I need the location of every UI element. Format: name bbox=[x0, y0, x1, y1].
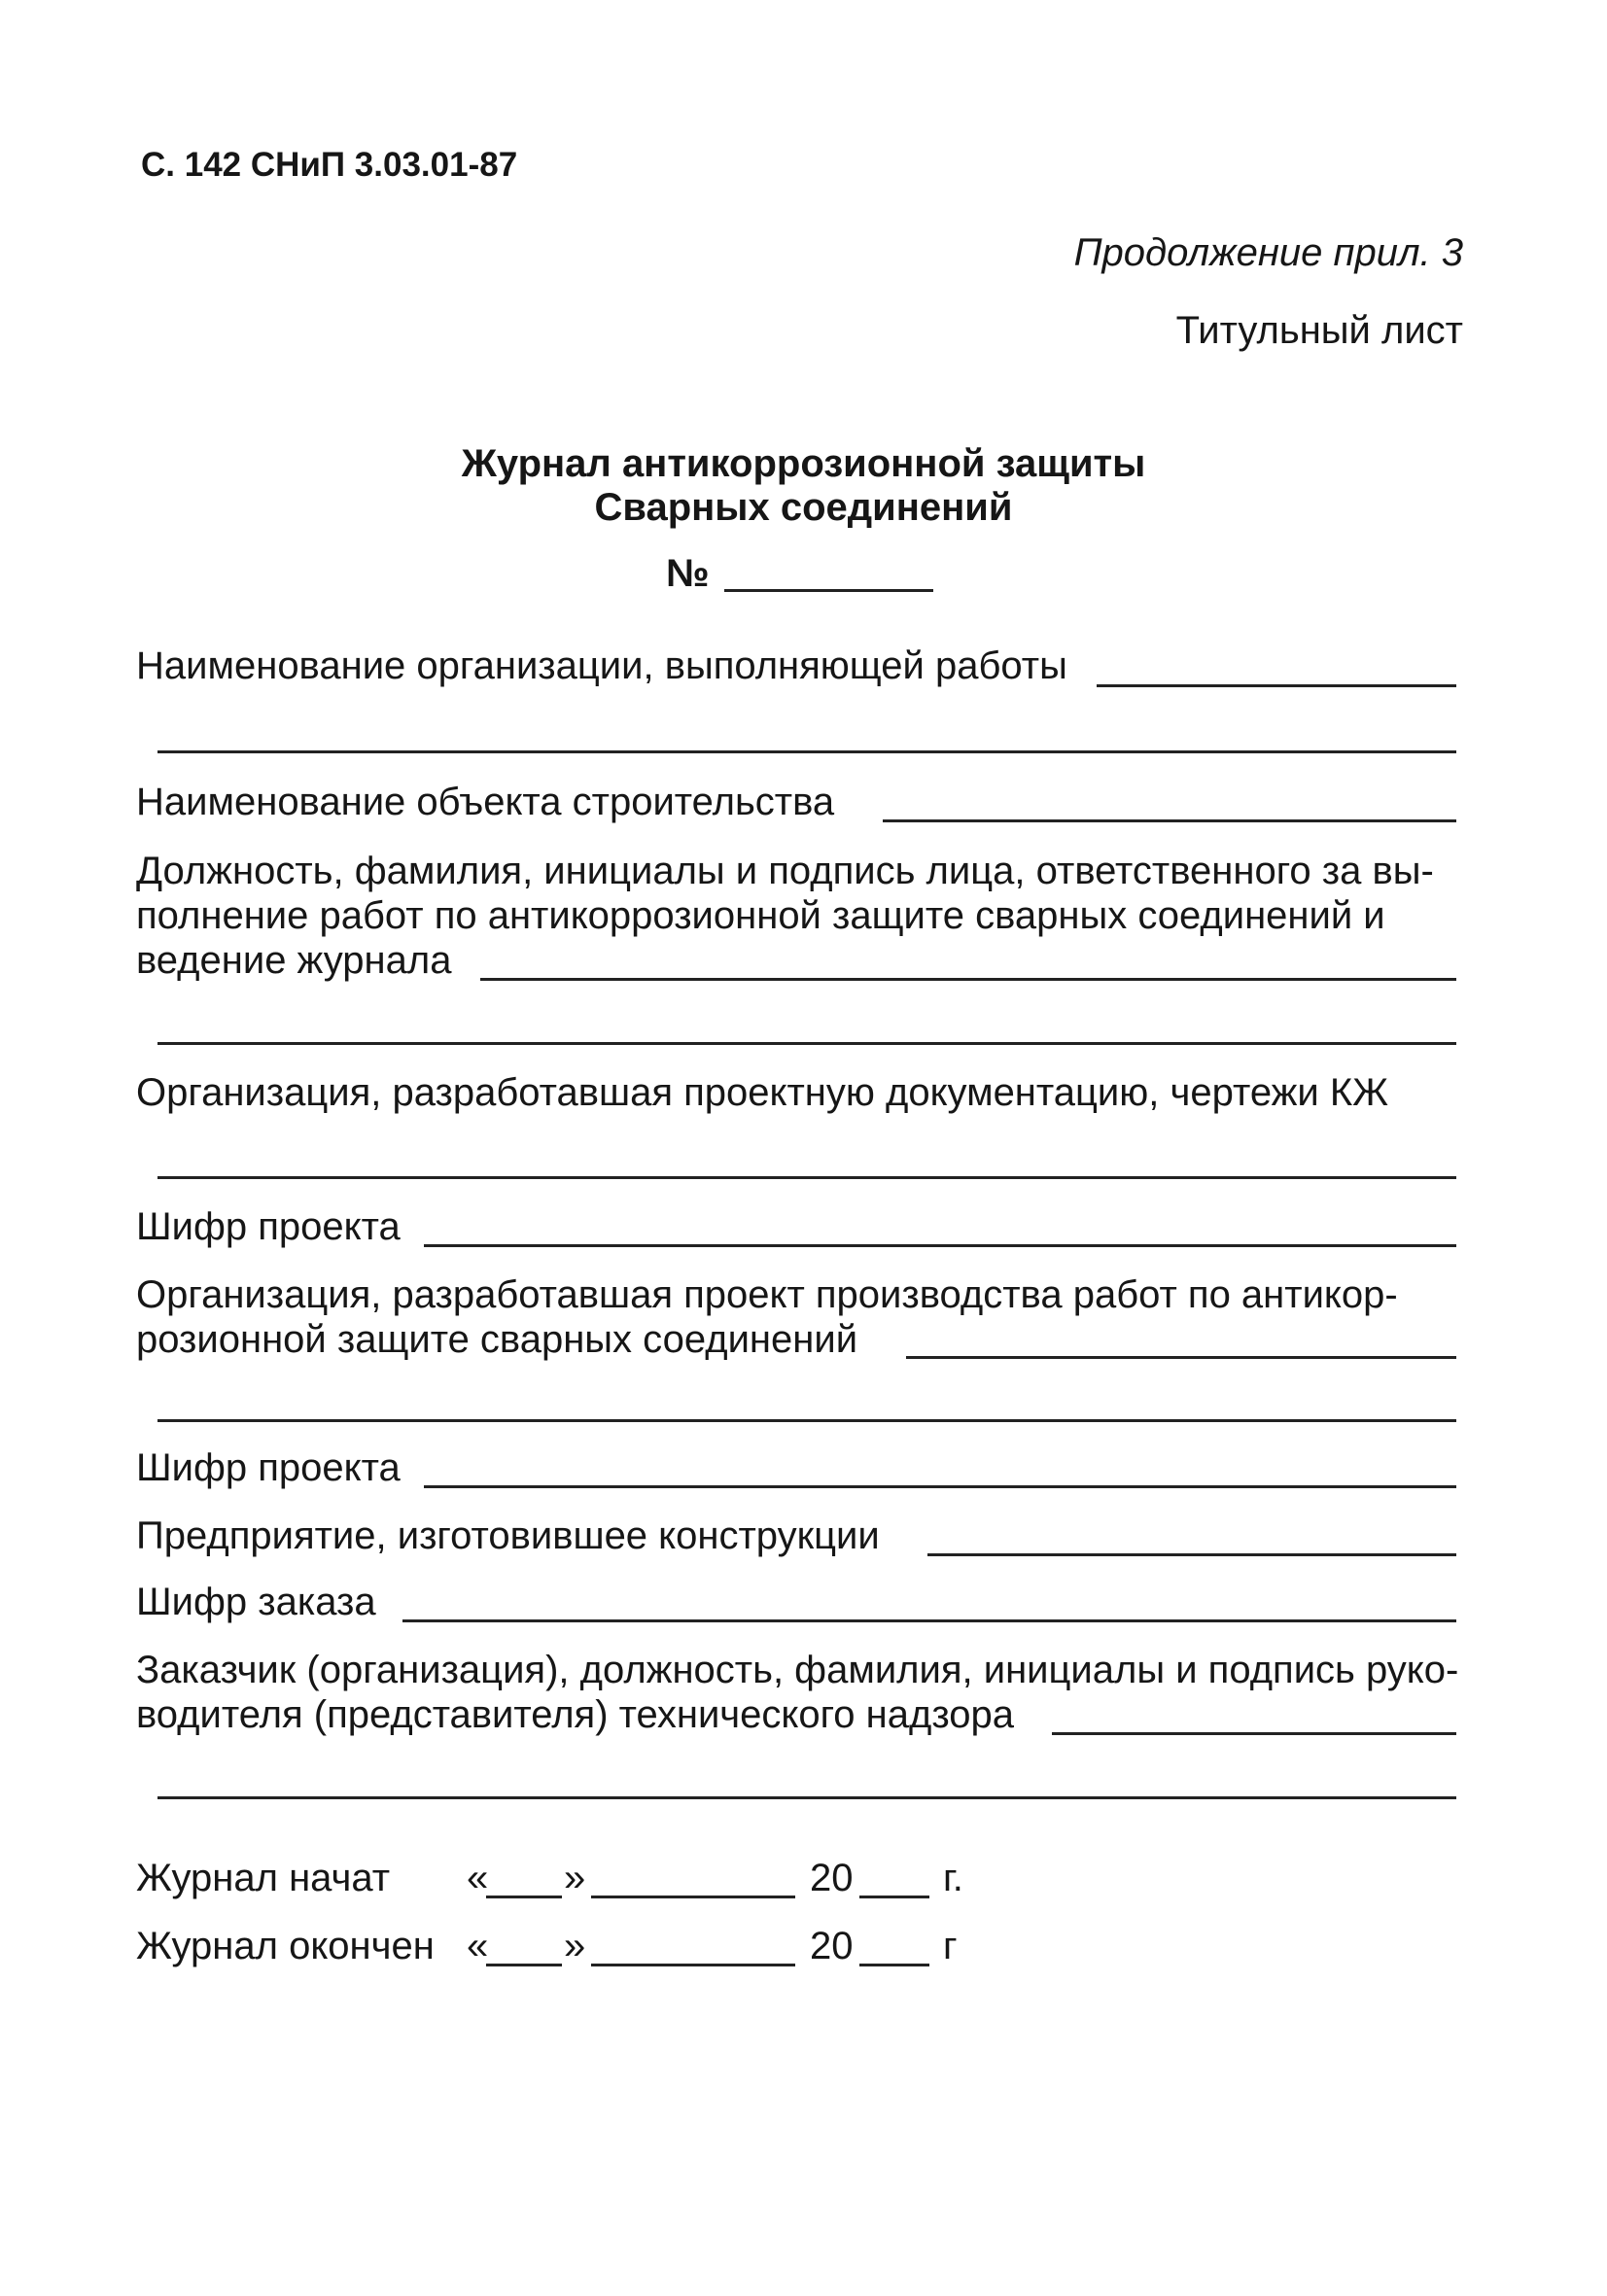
ppr-org-label-line1: Организация, разработавшая проект производства работ по антикор- bbox=[136, 1273, 1398, 1316]
sheet-type: Титульный лист bbox=[1175, 309, 1463, 352]
responsible-person-field[interactable] bbox=[480, 978, 1456, 981]
org-performing-field-cont[interactable] bbox=[157, 750, 1456, 753]
design-org-field[interactable] bbox=[157, 1176, 1456, 1179]
started-quote-open: « bbox=[467, 1857, 489, 1899]
customer-label-line2: водителя (представителя) технического надзора bbox=[136, 1693, 1014, 1736]
order-code-label: Шифр заказа bbox=[136, 1581, 376, 1623]
order-code-field[interactable] bbox=[402, 1619, 1456, 1622]
ppr-org-label-line2: розионной защите сварных соединений bbox=[136, 1318, 858, 1361]
object-name-field[interactable] bbox=[883, 819, 1456, 822]
project-code-2-label: Шифр проекта bbox=[136, 1446, 401, 1489]
manufacturer-label: Предприятие, изготовившее конструкции bbox=[136, 1514, 880, 1557]
customer-field-cont[interactable] bbox=[157, 1796, 1456, 1799]
journal-title-line2: Сварных соединений bbox=[594, 486, 1013, 529]
finished-day-field[interactable] bbox=[486, 1964, 562, 1966]
customer-field[interactable] bbox=[1052, 1732, 1456, 1735]
manufacturer-field[interactable] bbox=[927, 1553, 1456, 1556]
project-code-label: Шифр проекта bbox=[136, 1205, 401, 1248]
started-year-prefix: 20 bbox=[810, 1857, 854, 1899]
finished-year-prefix: 20 bbox=[810, 1925, 854, 1967]
journal-number-field[interactable] bbox=[724, 589, 933, 592]
started-year-suffix: г. bbox=[943, 1857, 963, 1899]
responsible-person-label-line3: ведение журнала bbox=[136, 939, 452, 982]
journal-started-label: Журнал начат bbox=[136, 1857, 391, 1899]
started-year-field[interactable] bbox=[859, 1896, 929, 1898]
finished-quote-close: » bbox=[564, 1925, 586, 1967]
responsible-person-field-cont[interactable] bbox=[157, 1042, 1456, 1045]
journal-finished-label: Журнал окончен bbox=[136, 1925, 435, 1967]
responsible-person-label-line2: полнение работ по антикоррозионной защите сварных соединений и bbox=[136, 894, 1385, 937]
org-performing-field[interactable] bbox=[1097, 684, 1456, 687]
appendix-continuation: Продолжение прил. 3 bbox=[1073, 231, 1463, 274]
journal-number-label: № bbox=[666, 552, 710, 595]
design-org-label: Организация, разработавшая проектную документацию, чертежи КЖ bbox=[136, 1071, 1389, 1114]
started-month-field[interactable] bbox=[591, 1896, 795, 1898]
ppr-org-field[interactable] bbox=[906, 1356, 1456, 1359]
page-reference: С. 142 СНиП 3.03.01-87 bbox=[141, 146, 518, 184]
customer-label-line1: Заказчик (организация), должность, фамилия, инициалы и подпись руко- bbox=[136, 1649, 1459, 1691]
object-name-label: Наименование объекта строительства bbox=[136, 781, 835, 823]
started-day-field[interactable] bbox=[486, 1896, 562, 1898]
org-performing-label: Наименование организации, выполняющей работы bbox=[136, 644, 1067, 687]
finished-quote-open: « bbox=[467, 1925, 489, 1967]
ppr-org-field-cont[interactable] bbox=[157, 1419, 1456, 1422]
responsible-person-label-line1: Должность, фамилия, инициалы и подпись лица, ответственного за вы- bbox=[136, 850, 1434, 892]
journal-title-line1: Журнал антикоррозионной защиты bbox=[461, 442, 1146, 485]
project-code-field[interactable] bbox=[424, 1244, 1456, 1247]
finished-month-field[interactable] bbox=[591, 1964, 795, 1966]
finished-year-field[interactable] bbox=[859, 1964, 929, 1966]
project-code-2-field[interactable] bbox=[424, 1485, 1456, 1488]
started-quote-close: » bbox=[564, 1857, 586, 1899]
finished-year-suffix: г bbox=[943, 1925, 958, 1967]
